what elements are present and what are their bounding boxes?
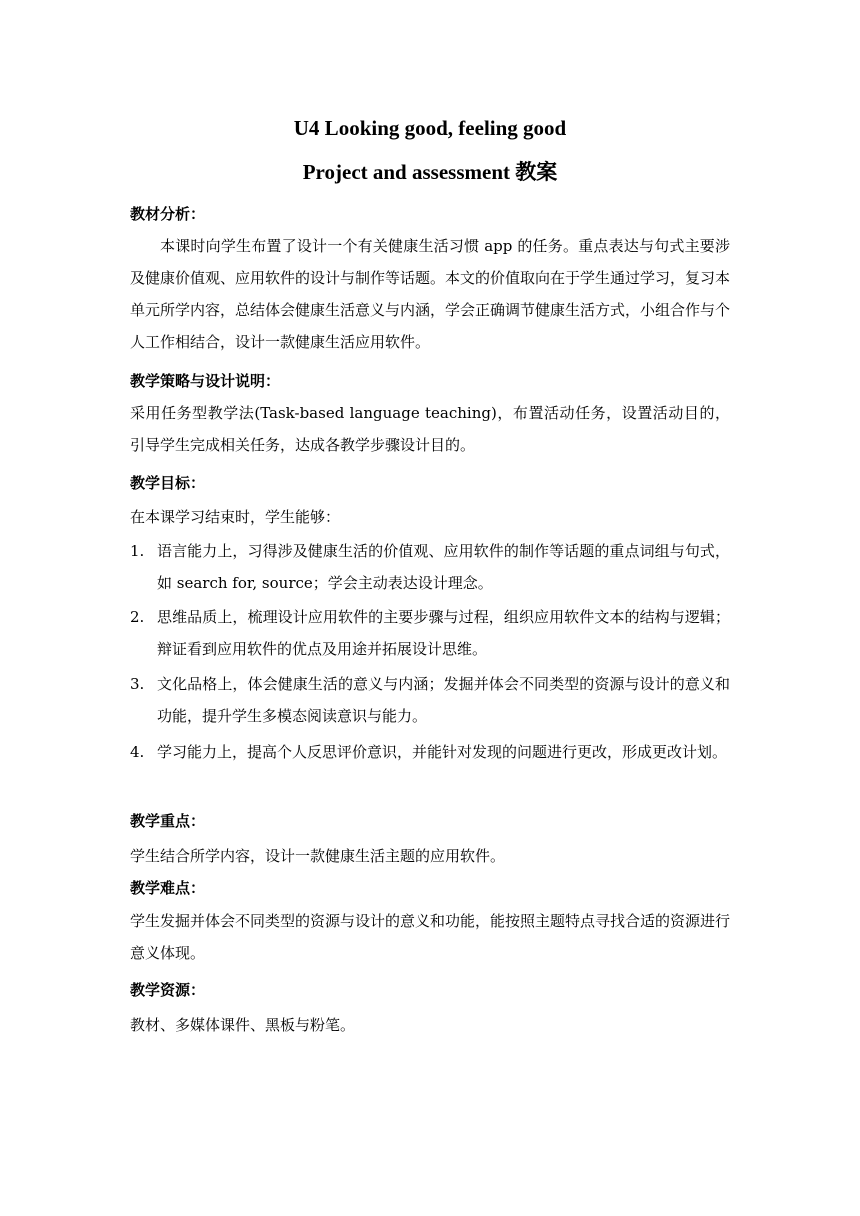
key-points-text: 学生结合所学内容，设计一款健康生活主题的应用软件。 — [130, 847, 506, 865]
objectives-intro: 在本课学习结束时，学生能够： — [130, 508, 341, 526]
objective-text: 文化品格上，体会健康生活的意义与内涵；发掘并体会不同类型的资源与设计的意义和功能，提升学生多模态阅读意识与能力。 — [157, 675, 730, 725]
section-heading-difficulties: 教学难点： — [130, 879, 206, 897]
objective-text: 学习能力上，提高个人反思评价意识，并能针对发现的问题进行更改，形成更改计划。 — [157, 743, 728, 761]
resources-text: 教材、多媒体课件、黑板与粉笔。 — [130, 1016, 356, 1034]
section-heading-key-points: 教学重点： — [130, 812, 206, 830]
section-heading-objectives: 教学目标： — [130, 474, 206, 492]
section-heading-resources: 教学资源： — [130, 981, 206, 999]
objective-text: 思维品质上，梳理设计应用软件的主要步骤与过程，组织应用软件文本的结构与逻辑；辩证看到应用软件的优点及用途并拓展设计思维。 — [157, 608, 730, 658]
objective-text: 语言能力上，习得涉及健康生活的价值观、应用软件的制作等话题的重点词组与句式，如 search for, source；学会主动表达设计理念。 — [157, 542, 730, 592]
difficulties-paragraph: 学生发掘并体会不同类型的资源与设计的意义和功能，能按照主题特点寻找合适的资源进行意义体现。 — [130, 912, 731, 962]
strategy-paragraph: 采用任务型教学法(Task-based language teaching)，布置活动任务，设置活动目的，引导学生完成相关任务，达成各教学步骤设计目的。 — [130, 404, 730, 454]
objective-number: 4. — [130, 743, 145, 761]
materials-analysis-paragraph: 本课时向学生布置了设计一个有关健康生活习惯 app 的任务。重点表达与句式主要涉及健康价值观、应用软件的设计与制作等话题。本文的价值取向在于学生通过学习，复习本单元所学内容，总结体会健康生活意义与内涵，学会正确调节健康生活方式，小组合作与个人工作相结合，设计一款健康生活应用软件。 — [130, 237, 731, 351]
document-title: U4 Looking good, feeling good — [293, 116, 567, 140]
objective-number: 1. — [130, 542, 145, 560]
objective-number: 2. — [130, 608, 145, 626]
document-subtitle: Project and assessment 教案 — [302, 160, 558, 184]
objective-number: 3. — [130, 675, 145, 693]
section-heading-strategy: 教学策略与设计说明： — [130, 372, 281, 390]
section-heading-materials-analysis: 教材分析： — [130, 205, 206, 223]
